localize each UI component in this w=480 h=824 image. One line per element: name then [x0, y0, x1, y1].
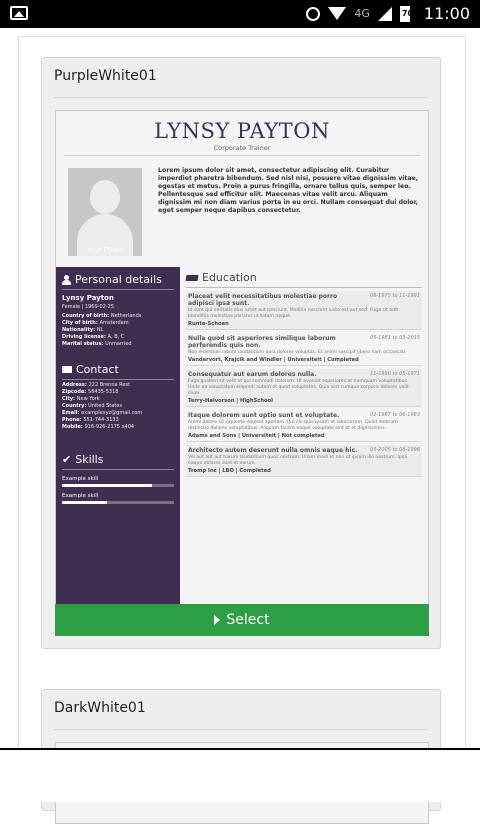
entry-date: 02-1987 to 06-1983 [370, 412, 420, 418]
education-entry [186, 369, 422, 407]
resume-intro: Lorem ipsum dolor sit amet, consectetur adipiscing elit. Curabitur imperdiet pharetra bibendum. Sed nisl nisi, posuere vitae dignissim vitae, egestas et metus. Proin a purus fringilla, ornare tellus quis, semper leo. Pellentesque sed efficitur elit. Maecenas vitae velit arcu. Aliquam dignissim mi non diam varius porta in eu orci. Nullam consequat dui dolor, eget semper neque dapibus consectetur. [158, 167, 419, 214]
detail-row [62, 382, 174, 389]
avatar-icon [90, 180, 120, 214]
skill-bar-fill [62, 501, 107, 504]
divider [54, 729, 428, 730]
clock: 11:00 [423, 4, 470, 23]
divider [54, 97, 428, 98]
detail-label: Country: [62, 403, 89, 409]
entry-date: 05-1981 to 03-2015 [370, 335, 420, 341]
detail-value: New York [76, 396, 100, 402]
entry-title: Consequatur aut earum dolores nulla. [188, 371, 317, 378]
network-type: 4G [354, 7, 370, 20]
detail-label: Country of birth: [62, 313, 111, 319]
detail-value: Netherlands [110, 313, 142, 319]
template-title: DarkWhite01 [54, 700, 146, 716]
skills-section [62, 453, 174, 504]
detail-label: Address: [62, 382, 89, 388]
play-icon [214, 615, 220, 625]
detail-value: 222 Brenna Rest [88, 382, 131, 388]
detail-row [62, 313, 174, 320]
contact-section [62, 363, 174, 431]
entry-date: 08-1975 to 11-1991 [370, 293, 420, 299]
entry-title: Itaque dolorem sunt optio sunt et voluptate. [188, 412, 340, 419]
section-heading: Personal details [75, 273, 162, 286]
divider [62, 289, 174, 290]
section-heading: Education [202, 271, 257, 284]
battery-icon: 70 [400, 6, 410, 22]
entry-meta: Tromp Inc | LBO | Completed [188, 468, 271, 474]
skill-item [62, 493, 174, 504]
entry-meta: Adams and Sons | Universiteit | Not completed [188, 433, 325, 439]
template-title: PurpleWhite01 [54, 68, 157, 84]
detail-value: Unmarried [105, 341, 132, 347]
detail-value: United States [88, 403, 122, 409]
entry-meta: Runte-Schoen [188, 321, 229, 327]
check-icon: ✔ [62, 452, 72, 466]
education-section [186, 271, 422, 480]
select-label: Select [226, 612, 270, 628]
entry-title: Nulla quod sit asperiores similique laborum perferendis quis non. [188, 335, 336, 349]
detail-label: Mobile: [62, 424, 85, 430]
entry-meta: Vandervort, Krajcik and Windler | Universiteit | Completed [188, 357, 359, 363]
gender-dob: Female | 1969-02-25 [62, 304, 114, 310]
template-card [41, 57, 441, 649]
skill-bar [62, 484, 174, 487]
photo-placeholder [68, 168, 142, 256]
detail-row [62, 424, 174, 431]
detail-row [62, 389, 174, 396]
entry-description: Id sunt qui veritatis eius amet aut nesciunt. Mollitia nesciunt iusto est aut sed. Fuga sit odit blanditiis molestiae pariatur ut totam neque. [188, 308, 399, 319]
detail-label: Email: [62, 410, 82, 416]
detail-row [62, 320, 174, 327]
entry-description: Non molestias labore laudantium quia dolores voluptas. Et animi suscipit libero nam occaecati. [188, 350, 407, 355]
resume-header [56, 111, 428, 261]
template-list[interactable] [18, 36, 466, 801]
divider [62, 469, 174, 470]
divider [62, 379, 174, 380]
resume-sidebar [56, 267, 180, 605]
detail-label: City of birth: [62, 320, 100, 326]
person-name: Lynsy Payton [62, 294, 114, 302]
alarm-icon [306, 7, 320, 21]
detail-label: City: [62, 396, 77, 402]
entry-date: 05-2005 to 08-1996 [370, 447, 420, 453]
education-entry [186, 291, 422, 330]
personal-rows [62, 313, 174, 348]
detail-row [62, 327, 174, 334]
graduation-cap-icon [185, 275, 198, 281]
education-entry [186, 445, 422, 477]
education-entry [186, 333, 422, 366]
wifi-icon [328, 7, 346, 20]
skill-label: Example skill [62, 476, 99, 482]
entry-description: Vel aut aut aut harum laudantium quos nostrum. Ullam modi et non ut ipsum illo nostrum. Ipsa eaque dolores sunt et earum. [188, 455, 408, 466]
skill-item [62, 476, 174, 487]
detail-value: 56435-5318 [88, 389, 119, 395]
detail-row [62, 334, 174, 341]
skill-label: Example skill [62, 493, 99, 499]
detail-label: Driving license: [62, 334, 108, 340]
signal-icon [378, 7, 392, 21]
detail-label: Zipcode: [62, 389, 89, 395]
section-heading: Contact [76, 363, 119, 376]
skills-list [62, 476, 174, 504]
detail-row [62, 396, 174, 403]
skill-bar [62, 501, 174, 504]
detail-value: 551-744-3133 [83, 417, 119, 423]
detail-label: Marital status: [62, 341, 106, 347]
detail-value: Amsterdam [99, 320, 129, 326]
entry-title: Architecto autem deserunt nulla omnis eaque hic. [188, 447, 358, 454]
detail-value: NL [96, 327, 104, 333]
entry-meta: Terry-Halvorson | HighSchool [188, 398, 273, 404]
image-notification-icon [10, 6, 28, 20]
person-icon [62, 275, 71, 285]
skill-bar-fill [62, 484, 152, 487]
education-entry [186, 410, 422, 442]
detail-row [62, 417, 174, 424]
detail-row [62, 403, 174, 410]
detail-label: Phone: [62, 417, 84, 423]
entry-date: 11-1990 to 05-1971 [370, 371, 420, 377]
photo-label: Your Photo [86, 246, 124, 254]
divider [64, 155, 420, 156]
entry-description: Fuga quidem sit velit et qui commodi dolorem. Ut eveniet asperiores et numquam voluptatibus. Unde ea voluptatem eligendi autem et quod voluptates. Quia sint cumque corporis dolores velit illum. [188, 379, 409, 396]
contact-rows [62, 382, 174, 431]
resume-role: Corporate Trainer [213, 144, 271, 152]
resume-name: LYNSY PAYTON [154, 119, 330, 143]
divider [186, 287, 422, 288]
education-list [186, 291, 422, 477]
personal-details-section [62, 273, 174, 348]
navigation-bar [0, 748, 480, 802]
detail-value: A, B, C [107, 334, 125, 340]
resume-preview[interactable] [55, 110, 429, 606]
detail-value: examplexyz@gmail.com [81, 410, 143, 416]
detail-value: 916-926-2175 x404 [84, 424, 135, 430]
detail-label: Nationality: [62, 327, 97, 333]
section-heading: Skills [75, 453, 104, 466]
detail-row [62, 341, 174, 348]
select-button[interactable] [55, 604, 429, 636]
status-bar [0, 0, 480, 28]
entry-description: Animi dolore sit sapiente dolores aperiam. Qui illo quis ipsam et laboriosam. Quod dolorum distinctio dolores voluptatibus. Aliquam facere eaque voluptate sint et et dignissimos. [188, 420, 398, 431]
envelope-icon [62, 366, 72, 373]
detail-row [62, 410, 174, 417]
entry-title: Placeat velit necessitatibus molestiae porro adipisci ipsa sunt. [188, 293, 338, 307]
